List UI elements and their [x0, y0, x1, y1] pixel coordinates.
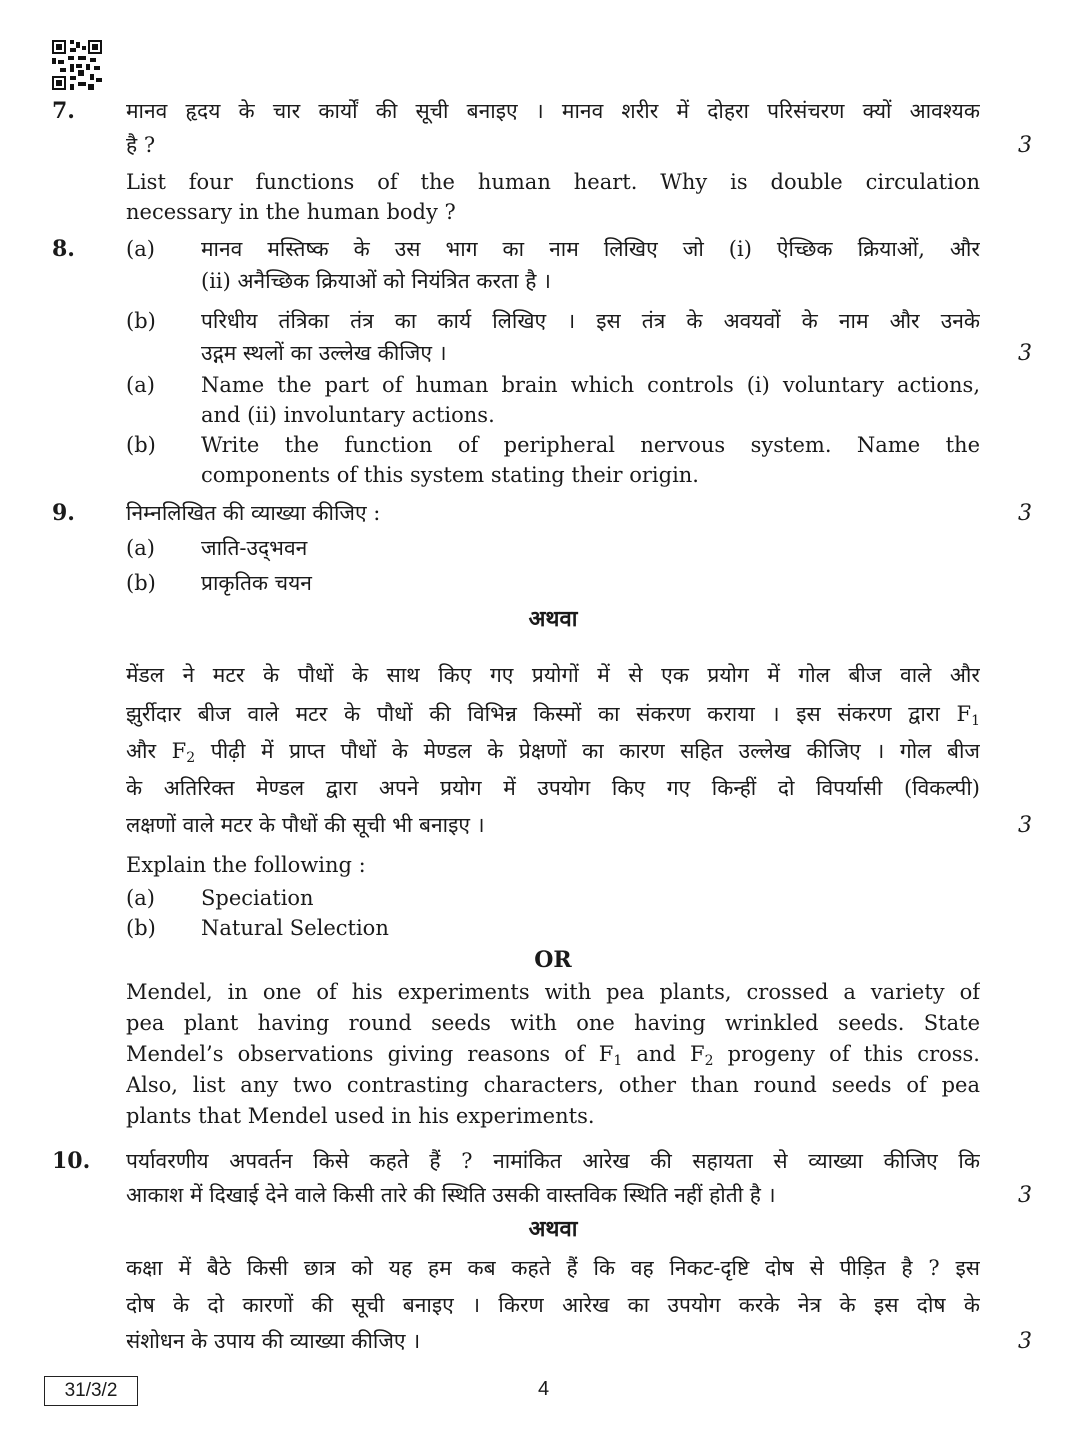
- sub-label: (a): [126, 237, 155, 261]
- q9-english-or-line-4: Also, list any two contrasting characters, other than round seeds of pea: [126, 1073, 980, 1097]
- q9-hindi-a: जाति-उद्‌भवन: [201, 536, 308, 560]
- question-number: 7.: [52, 98, 75, 124]
- q9-hindi-b: प्राकृतिक चयन: [201, 571, 312, 595]
- q7-english-line-1: List four functions of the human heart. Why is double circulation: [126, 170, 980, 194]
- q9-english-b: Natural Selection: [201, 916, 389, 940]
- or-divider: OR: [534, 947, 572, 973]
- q9-english-or-line-1: Mendel, in one of his experiments with pea plants, crossed a variety of: [126, 980, 980, 1004]
- q9-hindi-intro: निम्नलिखित की व्याख्या कीजिए :: [126, 501, 381, 525]
- sub-label: (a): [126, 886, 155, 910]
- q9-english-or-line-5: plants that Mendel used in his experiments.: [126, 1104, 595, 1128]
- q8-english-b-line-2: components of this system stating their origin.: [201, 463, 699, 487]
- q9-hindi-or-line-5: लक्षणों वाले मटर के पौधों की सूची भी बनाइए ।: [126, 813, 485, 837]
- q8-hindi-b-line-2: उद्गम स्थलों का उल्लेख कीजिए ।: [201, 341, 447, 365]
- paper-code: 31/3/2: [44, 1376, 138, 1406]
- question-number: 10.: [52, 1148, 91, 1174]
- q9-hindi-or-line-3: और $F_2$ पीढ़ी में प्राप्त पौधों के मेण्डल के प्रेक्षणों का कारण सहित उल्लेख कीजिए । गोल बीज: [126, 739, 980, 766]
- q9-hindi-or-line-2: झुर्रीदार बीज वाले मटर के पौधों की विभिन्न किस्मों का संकरण कराया । इस संकरण द्वारा $F_1$: [126, 702, 980, 729]
- q9-english-or-line-2: pea plant having round seeds with one having wrinkled seeds. State: [126, 1011, 980, 1035]
- or-divider: अथवा: [528, 1216, 578, 1242]
- page-number: 4: [538, 1378, 550, 1400]
- q9-english-intro: Explain the following :: [126, 853, 366, 877]
- sub-label: (b): [126, 433, 156, 457]
- q10-hindi-or-line-2: दोष के दो कारणों की सूची बनाइए । किरण आरेख का उपयोग करके नेत्र के इस दोष के: [126, 1293, 980, 1317]
- marks: 3: [1018, 813, 1032, 838]
- q8-english-a-line-1: Name the part of human brain which controls (i) voluntary actions,: [201, 373, 980, 397]
- q8-english-a-line-2: and (ii) involuntary actions.: [201, 403, 495, 427]
- sub-label: (a): [126, 536, 155, 560]
- qr-code-icon: [52, 40, 102, 90]
- sub-label: (b): [126, 571, 156, 595]
- q8-hindi-b-line-1: परिधीय तंत्रिका तंत्र का कार्य लिखिए । इस तंत्र के अवयवों के नाम और उनके: [201, 309, 980, 333]
- or-divider: अथवा: [528, 606, 578, 632]
- sub-label: (a): [126, 373, 155, 397]
- q9-hindi-or-line-4: के अतिरिक्त मेण्डल द्वारा अपने प्रयोग में उपयोग किए गए किन्हीं दो विपर्यासी (विकल्पी): [126, 776, 980, 800]
- q10-hindi-or-line-3: संशोधन के उपाय की व्याख्या कीजिए ।: [126, 1329, 421, 1353]
- sub-label: (b): [126, 916, 156, 940]
- question-number: 8.: [52, 236, 75, 262]
- q10-hindi-or-line-1: कक्षा में बैठे किसी छात्र को यह हम कब कहते हैं कि वह निकट-दृष्टि दोष से पीड़ित है ? इस: [126, 1256, 980, 1280]
- q10-hindi-line-1: पर्यावरणीय अपवर्तन किसे कहते हैं ? नामांकित आरेख की सहायता से व्याख्या कीजिए कि: [126, 1149, 980, 1173]
- question-number: 9.: [52, 500, 75, 526]
- q8-hindi-a-line-1: मानव मस्तिष्क के उस भाग का नाम लिखिए जो (i) ऐच्छिक क्रियाओं, और: [201, 237, 980, 261]
- q8-hindi-a-line-2: (ii) अनैच्छिक क्रियाओं को नियंत्रित करता है ।: [201, 269, 551, 293]
- marks: 3: [1018, 341, 1032, 366]
- q7-english-line-2: necessary in the human body ?: [126, 200, 456, 224]
- marks: 3: [1018, 1329, 1032, 1354]
- q9-english-or-line-3: Mendel’s observations giving reasons of $F_1$ and $F_2$ progeny of this cross.: [126, 1042, 980, 1069]
- marks: 3: [1018, 1183, 1032, 1208]
- marks: 3: [1018, 501, 1032, 526]
- q7-hindi-line-1: मानव हृदय के चार कार्यों की सूची बनाइए । मानव शरीर में दोहरा परिसंचरण क्यों आवश्यक: [126, 99, 980, 123]
- q9-hindi-or-line-1: मेंडल ने मटर के पौधों के साथ किए गए प्रयोगों में से एक प्रयोग में गोल बीज वाले और: [126, 663, 980, 687]
- q8-english-b-line-1: Write the function of peripheral nervous system. Name the: [201, 433, 980, 457]
- sub-label: (b): [126, 309, 156, 333]
- q10-hindi-line-2: आकाश में दिखाई देने वाले किसी तारे की स्थिति उसकी वास्तविक स्थिति नहीं होती है ।: [126, 1183, 776, 1207]
- q7-hindi-line-2: है ?: [126, 133, 156, 157]
- q9-english-a: Speciation: [201, 886, 314, 910]
- marks: 3: [1018, 133, 1032, 158]
